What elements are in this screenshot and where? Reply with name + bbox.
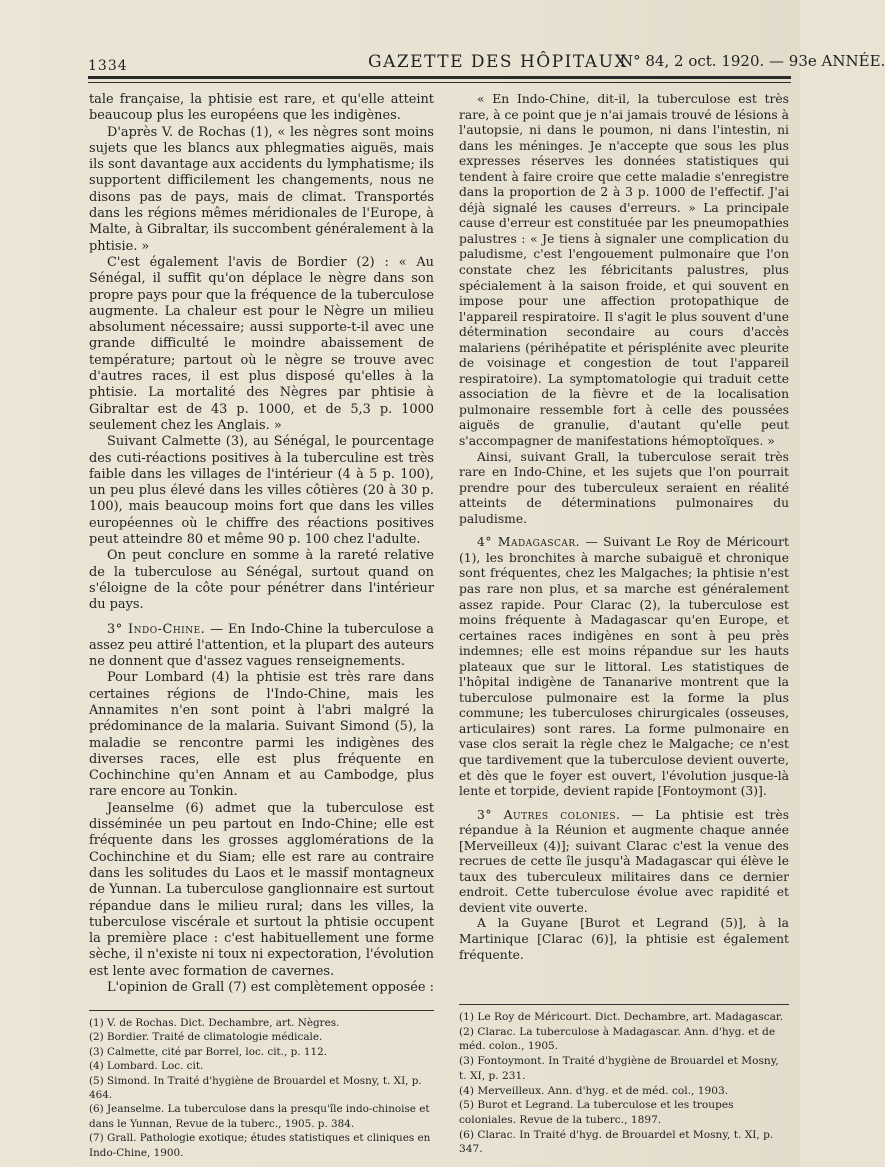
footnote: (1) Le Roy de Méricourt. Dict. Dechambre, art. Madagascar. (459, 1011, 784, 1023)
paragraph: Ainsi, suivant Grall, la tuberculose serait très rare en Indo-Chine, et les sujets que l'on pourrait prendre pour des tuberculeux seraient en réalité atteints de déterminations pulmonaires du paludisme. (459, 449, 789, 526)
footnote: (1) V. de Rochas. Dict. Dechambre, art. Nègres. (89, 1017, 340, 1029)
footnote: (2) Bordier. Traité de climatologie médicale. (89, 1031, 323, 1044)
journal-title: GAZETTE DES HÔPITAUX (368, 52, 629, 72)
section-text: — Suivant Le Roy de Méricourt (1), les bronchites à marche subaiguë et chronique sont fréquentes, chez les Malgaches; la phtisie n'est pas rare non plus, et sa marche est généralement assez rapide. Pour Clarac (2), la tuberculose est moins fréquente à Madagascar qu'en Europe, et certaines races indigènes en sont à peu près indemnes; elle est moins répandue sur les hauts plateaux que sur le littoral. Les statistiques de l'hôpital indigène de Tananarive montrent que la tuberculose pulmonaire est la forme la plus commune; les tuberculoses chirurgicales (osseuses, articulaires) sont rares. La forme pulmonaire en vase clos serait la règle chez le Malgache; ce n'est que tardivement que la tuberculose devient ouverte, et dès que le foyer est ouvert, l'évolution jusque-là lente et torpide, devient rapide [Fontoymont (3)]. (459, 535, 789, 799)
footnote: (4) Lombard. Loc. cit. (89, 1060, 204, 1073)
header-rule (88, 76, 791, 79)
issue-info: N° 84, 2 oct. 1920. — 93e ANNÉE. (620, 52, 885, 70)
section-paragraph (459, 535, 789, 799)
paragraph: A la Guyane [Burot et Legrand (5)], à la Martinique [Clarac (6)], la phtisie est également fréquente. (459, 916, 789, 962)
right-column (459, 92, 789, 963)
paragraph: D'après V. de Rochas (1), « les nègres sont moins sujets que les blancs aux phlegmaties aiguës, mais ils sont davantage aux accidents du lymphatisme; ils supportent difficilement les changements, nous ne disons pas de pays, mais de climat. Transportés dans les régions mêmes méridionales de l'Europe, à Malte, à Gibraltar, ils succombent généralement à la phtisie. » (89, 124, 434, 254)
paragraph: On peut conclure en somme à la rareté relative de la tuberculose au Sénégal, surtout quand on s'éloigne de la côte pour pénétrer dans l'intérieur du pays. (89, 548, 434, 613)
footnote-rule (89, 1010, 434, 1011)
left-footnotes (89, 1016, 434, 1160)
section-heading: 4° Madagascar. (477, 535, 581, 550)
footnote: (3) Calmette, cité par Borrel, loc. cit., p. 112. (89, 1045, 328, 1058)
section-heading: 3° Autres colonies. (477, 807, 621, 822)
left-column (89, 92, 434, 996)
footnote: (6) Clarac. In Traité d'hyg. de Brouardel et Mosny, t. XI, p. 347. (459, 1128, 774, 1156)
paragraph: C'est également l'avis de Bordier (2) : « Au Sénégal, il suffit qu'on déplace le nègre dans son propre pays pour que la fréquence de la tuberculose augmente. La chaleur est pour le Nègre un milieu absolument nécessaire; aussi supporte-t-il avec une grande difficulté le moindre abaissement de température; partout où le nègre se trouve avec d'autres races, il est plus disposé qu'elles à la phtisie. La mortalité des Nègres par phtisie à Gibraltar est de 43 p. 1000, et de 5,3 p. 1000 seulement chez les Anglais. » (89, 254, 434, 433)
paragraph: Jeanselme (6) admet que la tuberculose est disséminée un peu partout en Indo-Chine; elle est fréquente dans les grosses agglomérations de la Cochinchine et du Siam; elle est rare au contraire dans les solitudes du Laos et le massif montagneux de Yunnan. La tuberculose ganglionnaire est surtout répandue dans le milieu rural; dans les villes, la tuberculose viscérale et surtout la phtisie occupent la première place : c'est habituellement une forme sèche, il n'existe ni toux ni expectoration, l'évolution est lente avec formation de cavernes. (89, 800, 434, 979)
paragraph: Suivant Calmette (3), au Sénégal, le pourcentage des cuti-réactions positives à la tuberculine est très faible dans les villages de l'intérieur (4 à 5 p. 100), un peu plus élevé dans les villes côtières (20 à 30 p. 100), mais beaucoup moins fort que dans les villes européennes où le chiffre des réactions positives peut atteindre 80 et même 90 p. 100 chez l'adulte. (89, 434, 434, 548)
section-text: — La phtisie est très répandue à la Réunion et augmente chaque année [Merveilleux (4)]; suivant Clarac c'est la venue des recrues de cette île jusqu'à Madagascar qui élève le taux des tuberculeux militaires dans ce dernier endroit. Cette tuberculose évolue avec rapidité et devient vite ouverte. (459, 807, 789, 915)
right-footnotes (459, 1010, 789, 1157)
section-paragraph (459, 808, 789, 917)
paragraph: Pour Lombard (4) la phtisie est très rare dans certaines régions de l'Indo-Chine, mais les Annamites n'en sont point à l'abri malgré la prédominance de la malaria. Suivant Simond (5), la maladie se rencontre parmi les indigènes des diverses races, elle est plus fréquente en Cochinchine qu'en Annam et au Cambodge, plus rare encore au Tonkin. (89, 670, 434, 800)
page-number: 1334 (88, 58, 128, 74)
section-text: — En Indo-Chine la tuberculose a assez peu attiré l'attention, et la plupart des auteurs ne donnent que d'assez vagues renseignements. (89, 621, 434, 670)
section-paragraph (89, 622, 434, 671)
footnote: (2) Clarac. La tuberculose à Madagascar. Ann. d'hyg. et de méd. colon., 1905. (459, 1025, 776, 1053)
paragraph: tale française, la phtisie est rare, et qu'elle atteint beaucoup plus les européens que les indigènes. (89, 92, 434, 124)
footnote: (5) Burot et Legrand. La tuberculose et les troupes coloniales. Revue de la tuberc., 1897. (459, 1099, 734, 1126)
footnote: (3) Fontoymont. In Traité d'hygiène de Brouardel et Mosny, t. XI, p. 231. (459, 1055, 779, 1082)
footnote: (5) Simond. In Traité d'hygiène de Brouardel et Mosny, t. XI, p. 464. (89, 1074, 422, 1102)
paragraph: L'opinion de Grall (7) est complètement opposée : (107, 980, 434, 996)
footnote-rule (459, 1004, 789, 1005)
paragraph: « En Indo-Chine, dit-il, la tuberculose est très rare, à ce point que je n'ai jamais trouvé de lésions à l'autopsie, ni dans le poumon, ni dans l'intestin, ni dans les méninges. Je n'accepte que sous les plus expresses réserves les données statistiques qui tendent à faire croire que cette maladie s'enregistre dans la proportion de 2 à 3 p. 1000 de l'effectif. J'ai déjà signalé les causes d'erreurs. » La principale cause d'erreur est constituée par les pneumopathies palustres : « Je tiens à signaler une complication du paludisme, c'est l'engouement pulmonaire que l'on constate chez les fébricitants palustres, plus spécialement à la saison froide, et qui souvent en impose pour une affection protopathique de l'appareil respiratoire. Il s'agit le plus souvent d'une détermination secondaire au cours d'accès malariens (périhépatite et périsplénite avec pleurite de voisinage et congestion de tout l'appareil respiratoire). La symptomatologie qui traduit cette association de la fièvre et de la localisation pulmonaire ressemble fort à celle des poussées aiguës de granulie, d'autant qu'elle peut s'accompagner de manifestations hémoptoïques. » (459, 92, 789, 449)
footnote: (4) Merveilleux. Ann. d'hyg. et de méd. col., 1903. (459, 1084, 729, 1097)
footnote: (6) Jeanselme. La tuberculose dans la presqu'île indo-chinoise et dans le Yunnan, Revue de la tuberc., 1905. p. 384. (89, 1103, 430, 1130)
section-heading: 3° Indo-Chine. (107, 621, 206, 637)
footnote: (7) Grall. Pathologie exotique; études statistiques et cliniques en Indo-Chine, 1900. (89, 1132, 431, 1159)
header-rule-thin (88, 82, 791, 83)
